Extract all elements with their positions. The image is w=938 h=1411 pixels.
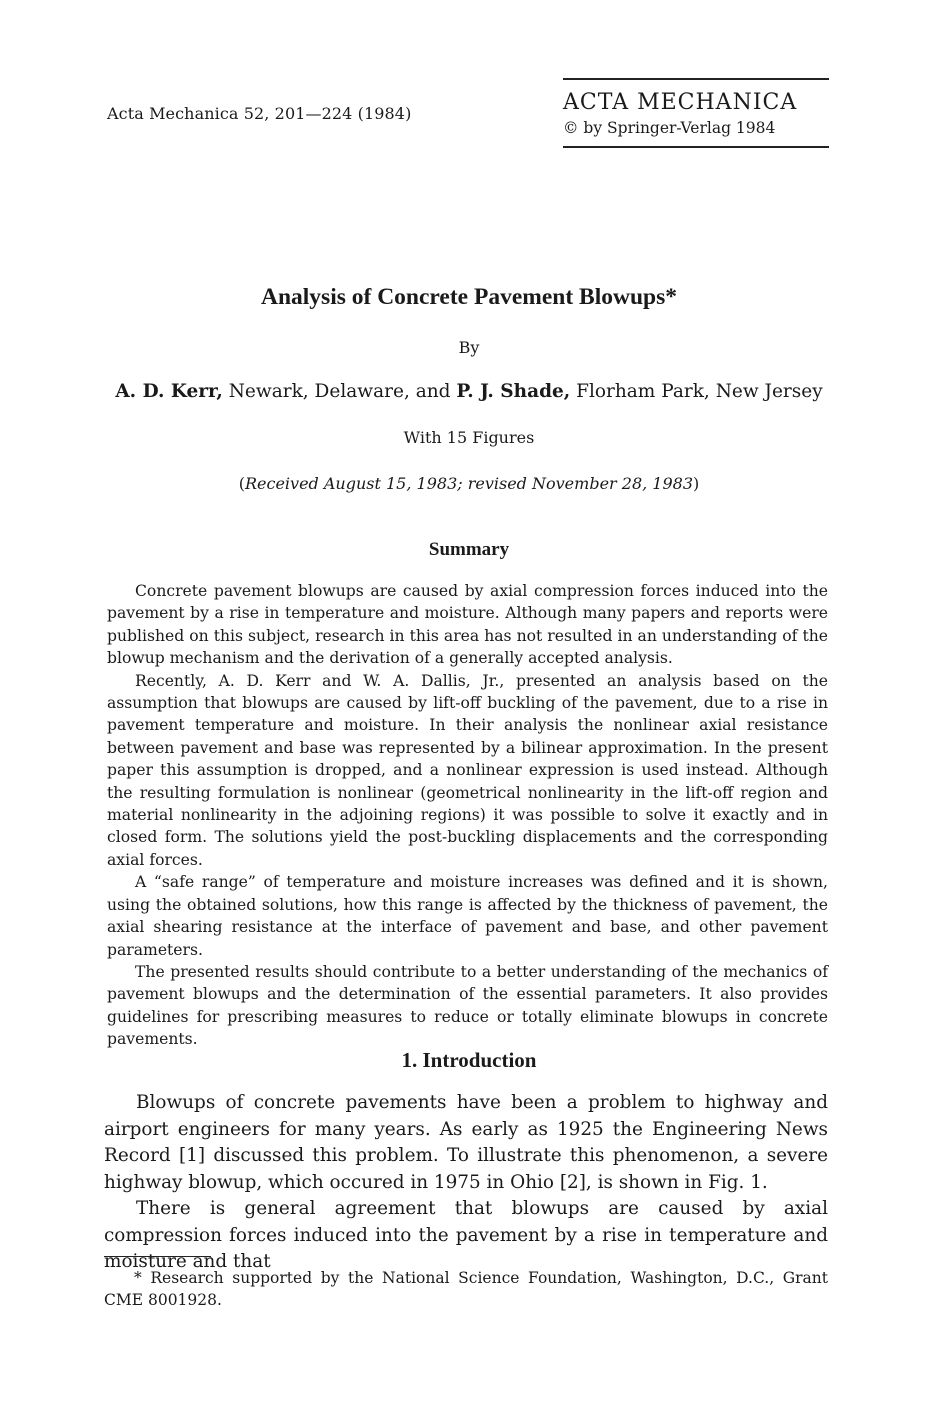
summary-body [107, 580, 828, 1051]
author-1-affiliation: Newark, Delaware, and [222, 381, 457, 402]
body-paragraph: Blowups of concrete pavements have been a problem to highway and airport engineers for many years. As early as 1925 the Engineering News Record [1] discussed this problem. To illustrate this phenomenon, a severe highway blowup, which occured in 1975 in Ohio [2], is shown in Fig. 1. [104, 1092, 828, 1193]
footnote-divider [104, 1256, 211, 1257]
journal-name: ACTA MECHANICA [563, 90, 798, 115]
summary-paragraph: Recently, A. D. Kerr and W. A. Dallis, Jr., presented an analysis based on the assumption that blowups are caused by lift-off buckling of the pavement, due to a rise in pavement temperature and moisture. In their analysis the nonlinear axial resistance between pavement and base was represented by a bilinear approximation. In the present paper this assumption is dropped, and a nonlinear expression is used instead. Although the resulting formulation is nonlinear (geometrical nonlinearity in the lift-off region and material nonlinearity in the adjoining regions) it was possible to solve it exactly and in closed form. The solutions yield the post-buckling displacements and the corresponding axial forces. [107, 671, 828, 869]
introduction-body [104, 1090, 828, 1276]
received-dates [0, 474, 938, 493]
footnote-text: * Research supported by the National Science Foundation, Washington, D.C., Grant CME 8001928. [104, 1269, 828, 1309]
footnote [104, 1267, 828, 1311]
section-heading-introduction: 1. Introduction [401, 1048, 537, 1072]
author-2-affiliation: Florham Park, New Jersey [570, 381, 823, 402]
journal-citation: Acta Mechanica 52, 201—224 (1984) [107, 104, 412, 123]
received-open-paren: ( [238, 474, 245, 493]
author-2-name: P. J. Shade, [456, 381, 571, 402]
copyright-notice: © by Springer-Verlag 1984 [563, 119, 776, 137]
journal-masthead [563, 78, 829, 148]
figures-note: With 15 Figures [403, 428, 535, 447]
received-text: Received August 15, 1983; revised November 28, 1983 [244, 474, 694, 493]
author-1-name: A. D. Kerr, [115, 381, 223, 402]
author-line [0, 381, 938, 402]
by-line: By [458, 338, 480, 357]
summary-paragraph: Concrete pavement blowups are caused by axial compression forces induced into the pavement by a rise in temperature and moisture. Although many papers and reports were published on this subject, research in this area has not resulted in an understanding of the blowup mechanism and the derivation of a generally accepted analysis. [107, 582, 828, 668]
received-close-paren: ) [693, 474, 700, 493]
summary-paragraph: The presented results should contribute to a better understanding of the mechanics of pavement blowups and the determination of the essential parameters. It also provides guidelines for prescribing measures to reduce or totally eliminate blowups in concrete pavements. [107, 962, 828, 1049]
summary-heading: Summary [428, 539, 510, 560]
summary-paragraph: A “safe range” of temperature and moisture increases was defined and it is shown, using the obtained solutions, how this range is affected by the thickness of pavement, the axial shearing resistance at the interface of pavement and base, and other pavement parameters. [107, 873, 828, 959]
article-title: Analysis of Concrete Pavement Blowups* [260, 284, 678, 310]
body-paragraph: There is general agreement that blowups are caused by axial compression forces induced into the pavement by a rise in temperature and moisture and that [104, 1198, 828, 1272]
